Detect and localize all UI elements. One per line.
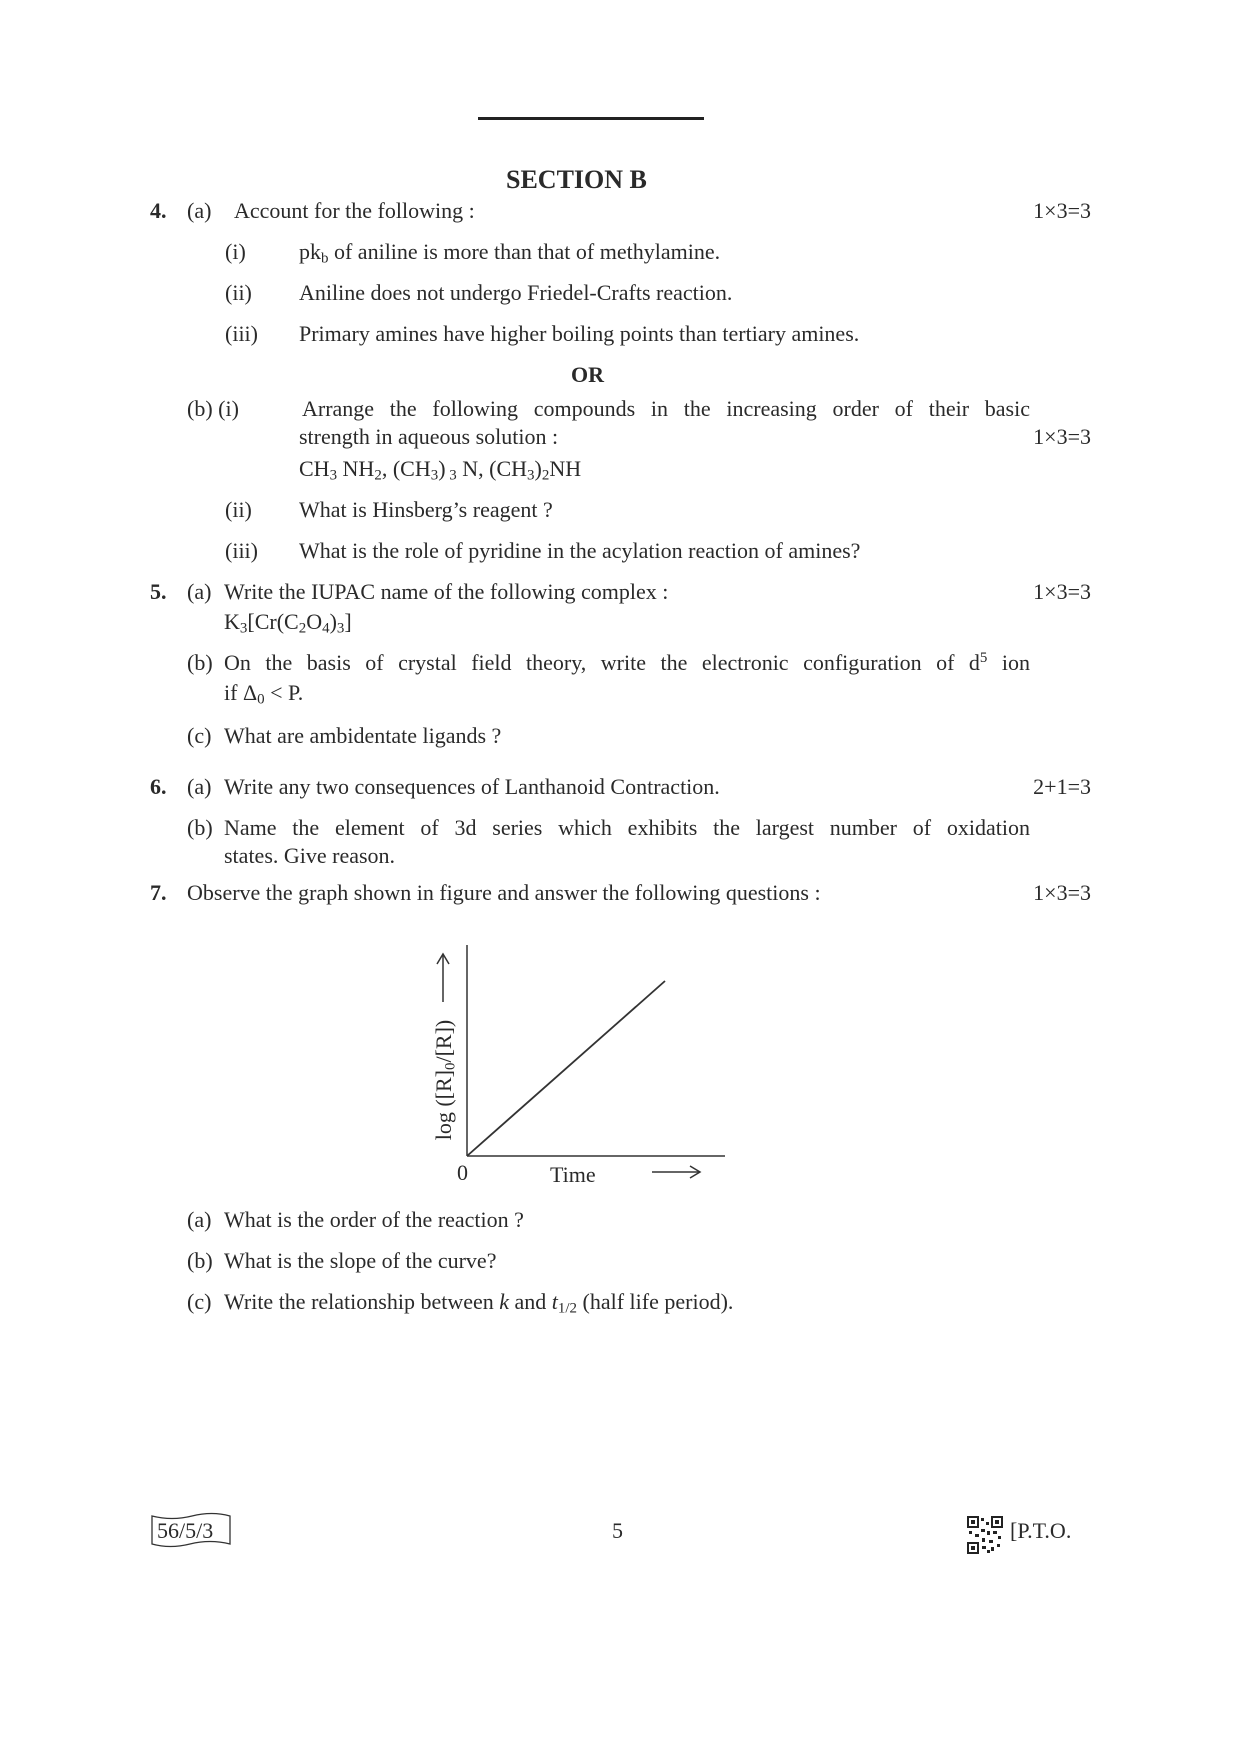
q4a-i-text: $pk_b$ of aniline is more than that of methylamine.	[299, 239, 721, 267]
q4b-ii-text: What is Hinsberg’s reagent ?	[299, 497, 553, 522]
q4b-formula: $CH_3$ $NH_2$, $(CH_3)$ $_3$ N, $(CH_3)_2NH$	[299, 456, 582, 484]
section-title: SECTION B	[506, 165, 647, 194]
paper-code: 56/5/3	[157, 1518, 214, 1543]
q7b-label: (b)	[187, 1248, 213, 1273]
q7a-label: (a)	[187, 1207, 212, 1232]
q6a-marks: 2+1=3	[1033, 774, 1091, 799]
q7b-text: What is the slope of the curve?	[224, 1248, 497, 1273]
q5a-marks: 1×3=3	[1033, 579, 1091, 604]
q4b-i-line1: Arrange the following compounds in the increasing order of their basic	[302, 396, 1030, 421]
q5a-formula: $K_3[Cr(C_2O_4)_3]$	[224, 609, 352, 637]
q7c-label: (c)	[187, 1289, 212, 1314]
q5b-label: (b)	[187, 650, 213, 675]
q5c-text: What are ambidentate ligands ?	[224, 723, 502, 748]
q4a-label: (a)	[187, 198, 212, 223]
q4a-text: Account for the following :	[234, 198, 475, 223]
q4a-marks: 1×3=3	[1033, 198, 1091, 223]
q4a-ii-text: Aniline does not undergo Friedel-Crafts reaction.	[299, 280, 733, 305]
x-arrow-icon	[652, 1166, 700, 1178]
y-arrow-icon	[437, 954, 449, 1002]
q4b-ii-label: (ii)	[225, 497, 252, 522]
q5b-line1: On the basis of crystal field theory, write the electronic configuration of $d^5$ ion	[224, 649, 1030, 675]
q6b-label: (b)	[187, 815, 213, 840]
q4b-label: (b) (i)	[187, 396, 239, 421]
q6b-line1: Name the element of 3d series which exhibits the largest number of oxidation	[224, 815, 1030, 840]
qr-code-icon	[967, 1516, 1003, 1554]
q4a-iii-text: Primary amines have higher boiling points than tertiary amines.	[299, 321, 860, 346]
q7c-text: Write the relationship between k and $t_{1/2}$ (half life period).	[224, 1289, 734, 1317]
q7a-text: What is the order of the reaction ?	[224, 1207, 524, 1232]
q5c-label: (c)	[187, 723, 212, 748]
q5a-label: (a)	[187, 579, 212, 604]
q7-number: 7.	[150, 880, 167, 905]
q6a-label: (a)	[187, 774, 212, 799]
y-axis-label: $\log ([R]_0/[R])$	[431, 1019, 459, 1141]
data-line	[467, 981, 665, 1156]
q4a-i-label: (i)	[225, 239, 246, 264]
q6-number: 6.	[150, 774, 167, 799]
q4a-ii-label: (ii)	[225, 280, 252, 305]
q6a-text: Write any two consequences of Lanthanoid Contraction.	[224, 774, 720, 799]
q4b-i-line2: strength in aqueous solution :	[299, 424, 559, 449]
top-rule	[478, 117, 704, 120]
or-label: OR	[571, 362, 604, 387]
q7-text: Observe the graph shown in figure and answer the following questions :	[187, 880, 821, 905]
q5a-text: Write the IUPAC name of the following complex :	[224, 579, 669, 604]
q4b-iii-text: What is the role of pyridine in the acylation reaction of amines?	[299, 538, 861, 563]
q4a-iii-label: (iii)	[225, 321, 258, 346]
q5b-line2: if $\Delta_0 < P$.	[224, 680, 304, 708]
q5-number: 5.	[150, 579, 167, 604]
q4b-iii-label: (iii)	[225, 538, 258, 563]
x-axis-label: Time	[550, 1162, 596, 1187]
rate-graph	[400, 930, 740, 1200]
q7-marks: 1×3=3	[1033, 880, 1091, 905]
page-number: 5	[612, 1518, 623, 1543]
q6b-line2: states. Give reason.	[224, 843, 396, 868]
q4b-marks: 1×3=3	[1033, 424, 1091, 449]
pto-label: [P.T.O.	[1010, 1518, 1072, 1543]
origin-label: 0	[457, 1160, 468, 1185]
q4-number: 4.	[150, 198, 167, 223]
